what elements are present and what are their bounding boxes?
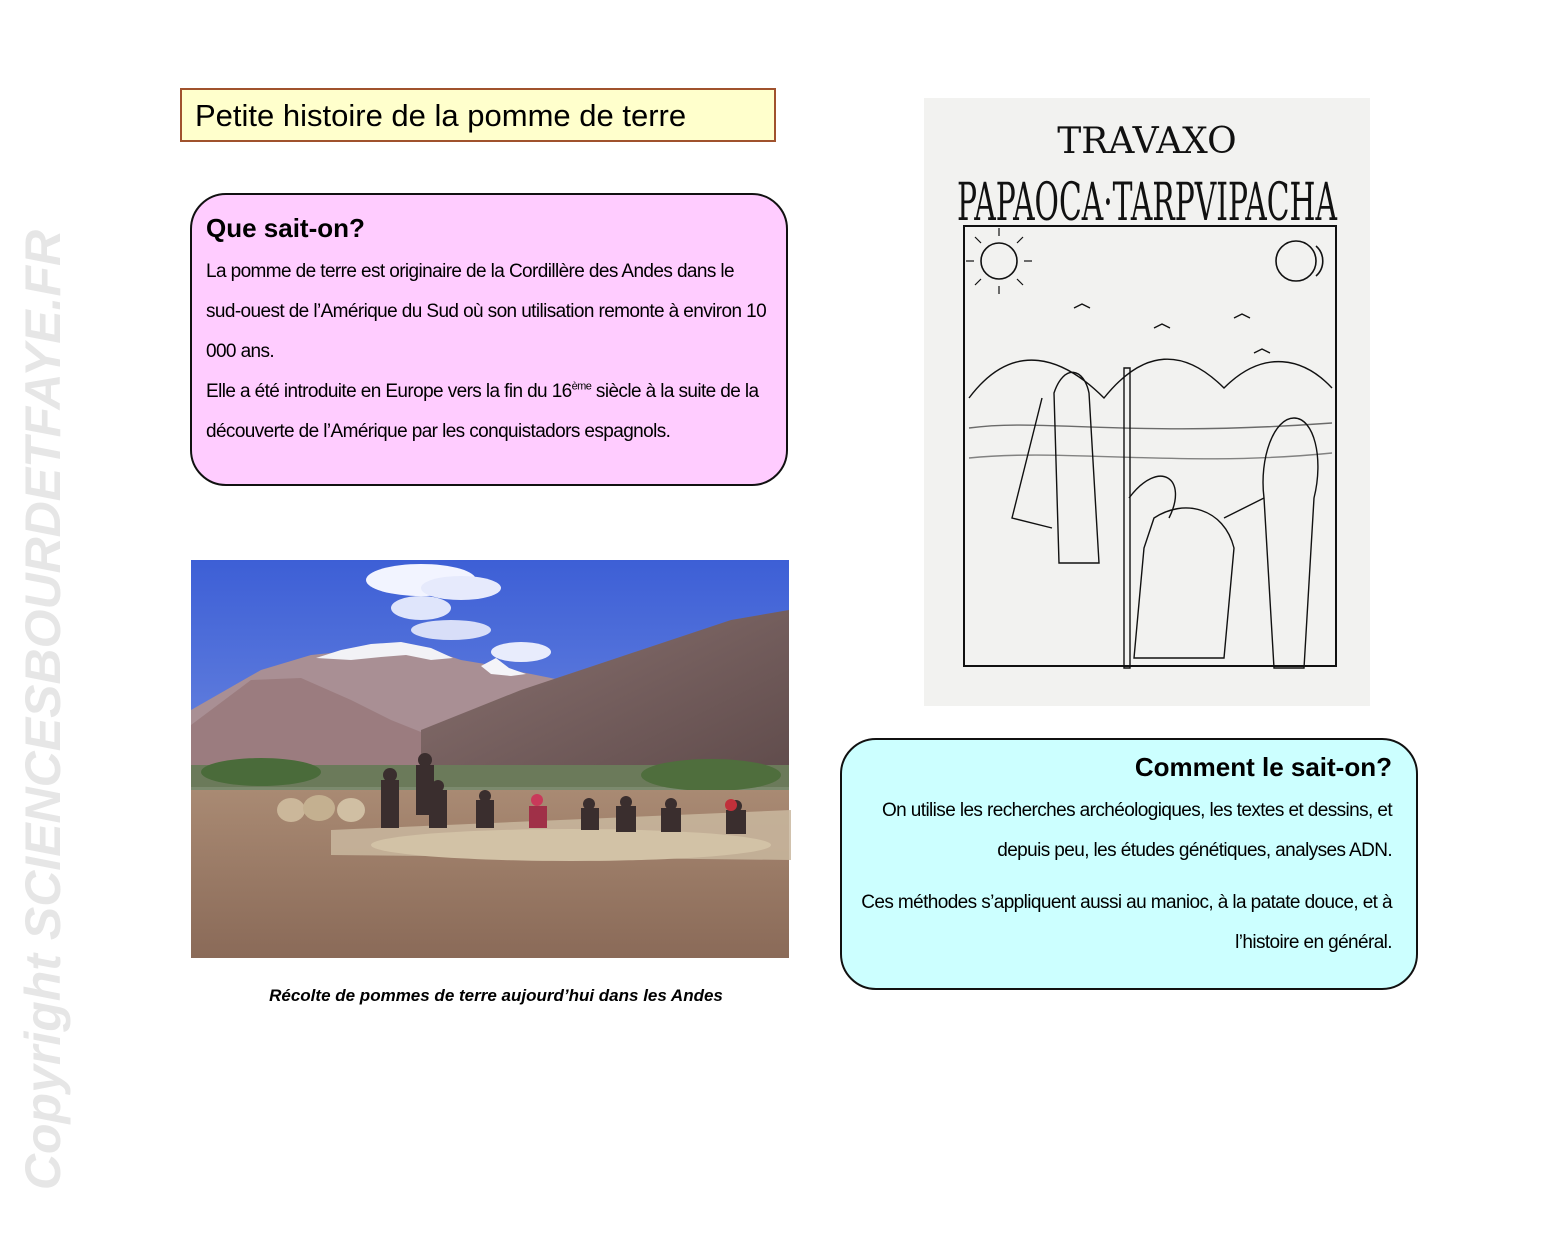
para2-text-start: Elle a été introduite en Europe vers la fin du 16 [206,381,572,402]
photo-caption: Récolte de pommes de terre aujourd’hui dans les Andes [269,986,723,1005]
que-sait-on-paragraph-2 [206,372,772,452]
que-sait-on-heading: Que sait-on? [206,213,365,243]
comment-sait-on-heading: Comment le sait-on? [1134,752,1392,782]
que-sait-on-box [190,193,788,486]
para2-text-end: siècle à la suite de la découverte de l’Amérique par les conquistadors espagnols. [206,381,759,442]
que-sait-on-paragraph-1: La pomme de terre est originaire de la Cordillère des Andes dans le sud-ouest de l’Amérique du Sud où son utilisation remonte à environ 10 000 ans. [206,261,767,362]
moon-icon [1276,241,1323,281]
drawing-title-line2: PAPAOCA·TARPVIPACHA [957,173,1338,233]
comment-sait-on-box [840,738,1418,990]
travaxo-drawing [924,98,1370,706]
andes-harvest-photo [191,560,789,958]
copyright-watermark: Copyright SCIENCESBOURDETFAYE.FR [15,229,71,1191]
sun-icon [966,228,1032,294]
comment-sait-on-paragraph-2: Ces méthodes s’appliquent aussi au manioc, à la patate douce, et à l’histoire en général. [861,892,1392,953]
century-superscript: ème [571,380,592,393]
drawing-title-line1: TRAVAXO [1057,121,1237,162]
page-title: Petite histoire de la pomme de terre [180,88,776,142]
comment-sait-on-paragraph-1: On utilise les recherches archéologiques, les textes et dessins, et depuis peu, les études génétiques, analyses ADN. [881,800,1392,861]
